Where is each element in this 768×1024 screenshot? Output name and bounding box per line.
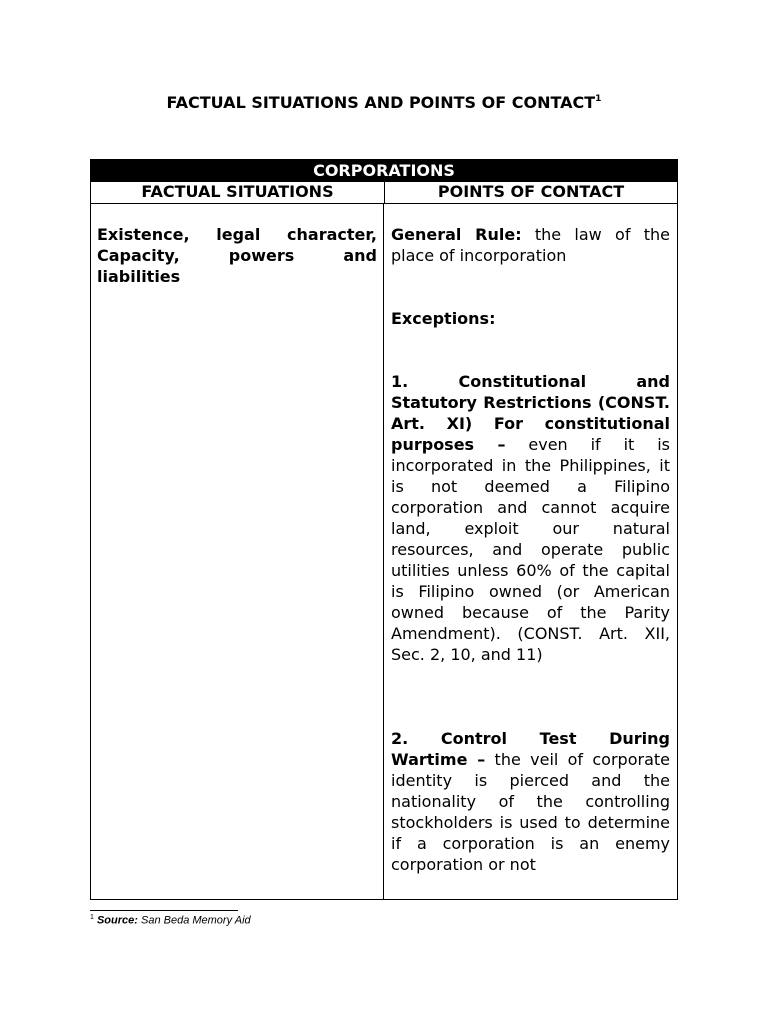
footnote <box>90 914 251 927</box>
factual-situation-cell <box>91 204 384 899</box>
general-rule-paragraph <box>391 224 670 266</box>
footnote-label: Source: <box>96 914 138 927</box>
corporations-table <box>90 159 678 900</box>
header-points-of-contact: POINTS OF CONTACT <box>437 182 625 201</box>
points-of-contact-cell <box>384 204 677 899</box>
title-text: FACTUAL SITUATIONS AND POINTS OF CONTACT <box>166 93 596 112</box>
footnote-marker: 1 <box>90 914 94 921</box>
factual-situation-text: Existence, legal character, Capacity, powers and liabilities <box>97 225 377 286</box>
table-banner: CORPORATIONS <box>91 160 677 182</box>
table-header-row <box>91 182 677 204</box>
document-title <box>0 93 768 112</box>
exception-2-label: 2. Control Test During Wartime – <box>391 729 670 769</box>
exception-1-text: even if it is incorporated in the Philippines, it is not deemed a Filipino corporation and cannot acquire land, exploit our natural resources, and operate public utilities unless 60% of the capital is Filipino owned (or American owned because of the Parity Amendment). (CONST. Art. XII, Sec. 2, 10, and 11) <box>391 435 671 664</box>
general-rule-label: General Rule: <box>391 225 522 244</box>
exceptions-heading: Exceptions: <box>391 309 496 328</box>
footnote-text: San Beda Memory Aid <box>137 914 251 927</box>
exception-1-label: 1. Constitutional and Statutory Restrictions (CONST. Art. XI) For constitutional purposes – <box>391 372 670 454</box>
table-body-row <box>91 204 677 899</box>
exception-2-text: the veil of corporate identity is pierced and the nationality of the controlling stockholders is used to determine if a corporation is an enemy corporation or not <box>391 750 670 874</box>
footnote-divider <box>90 910 238 911</box>
exception-1-paragraph <box>391 371 670 665</box>
exception-2-paragraph <box>391 728 670 875</box>
header-factual-situations: FACTUAL SITUATIONS <box>91 182 385 203</box>
general-rule-text: the law of the place of incorporation <box>391 225 670 265</box>
title-footnote-marker: 1 <box>595 93 602 104</box>
